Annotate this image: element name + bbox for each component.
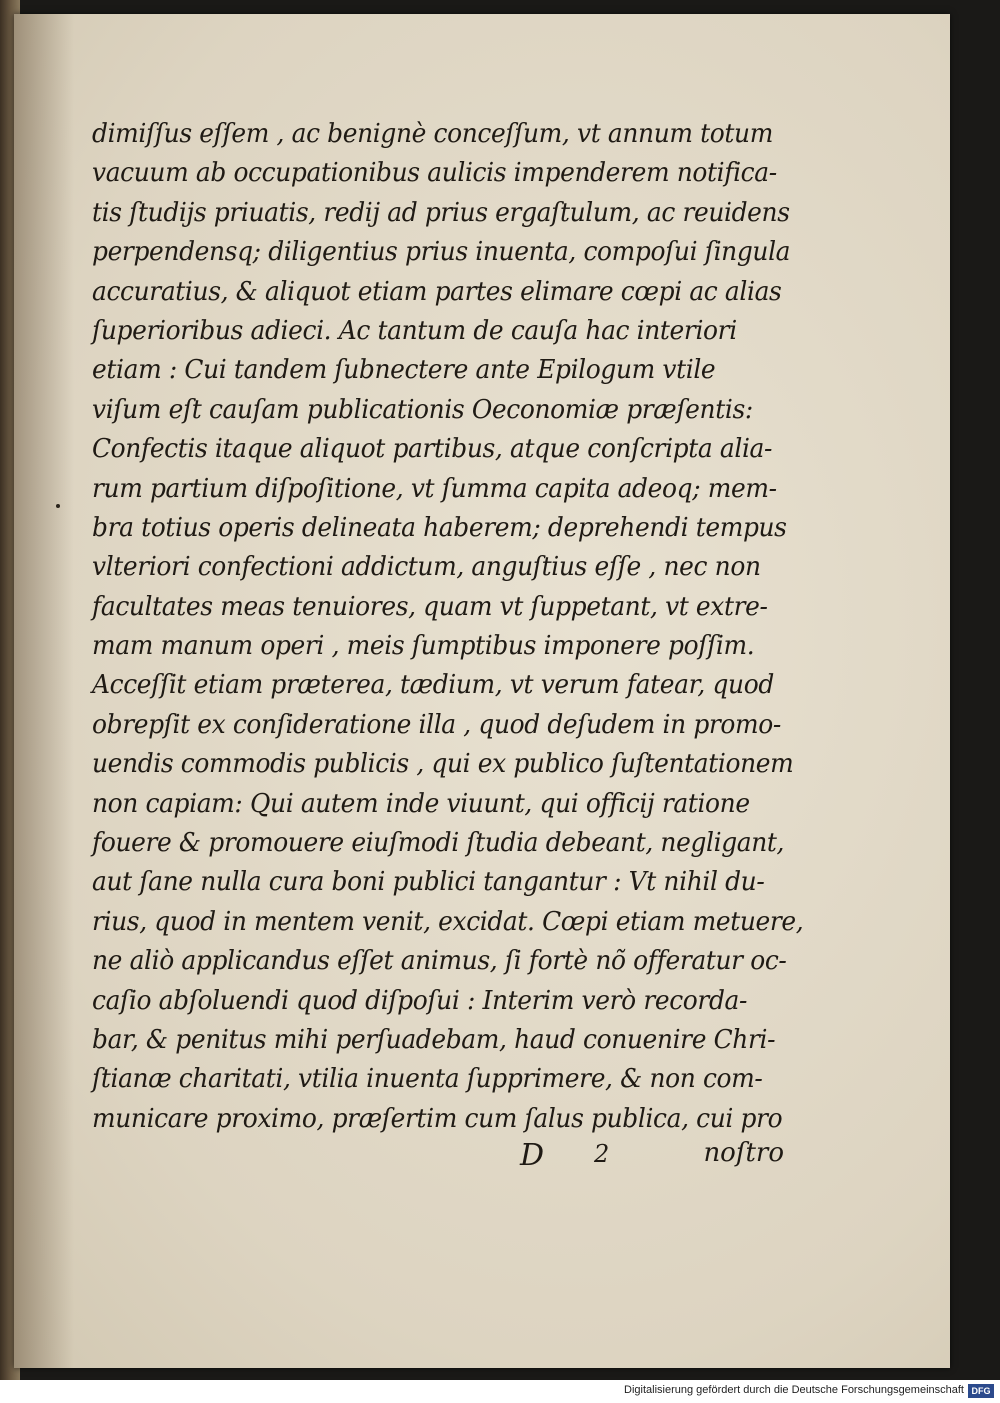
funding-credit: Digitalisierung gefördert durch die Deutsche Forschungsgemeinschaft [624,1384,964,1396]
signature-mark: D [520,1138,545,1173]
text-line: rius, quod in mentem venit, excidat. Cœpi etiam metuere, [92,905,804,937]
text-line: ne aliò applicandus eſſet animus, ſi fortè nõ offeratur oc- [92,945,787,977]
text-line: ſtianæ charitati, vtilia inuenta ſupprimere, & non com- [92,1063,763,1095]
text-line: uendis commodis publicis , qui ex publico ſuſtentationem [92,748,794,780]
text-line: facultates meas tenuiores, quam vt ſuppetant, vt extre- [92,590,768,622]
text-line: perpendensq; diligentius prius inuenta, compoſui ſingula [92,236,791,268]
text-line: bra totius operis delineata haberem; deprehendi tempus [92,511,787,543]
text-line: vacuum ab occupationibus aulicis impenderem notifica- [92,157,777,189]
book-page [14,14,950,1368]
credit-bar [0,1380,1000,1403]
text-line: municare proximo, præſertim cum ſalus publica, cui pro [92,1102,783,1134]
body-text [92,114,804,1138]
gutter-shadow [14,14,74,1368]
text-line: obrepſit ex conſideratione illa , quod deſudem in promo- [92,708,781,740]
text-line: bar, & penitus mihi perſuadebam, haud conuenire Chri- [92,1023,776,1055]
text-line: etiam : Cui tandem ſubnectere ante Epilogum vtile [92,354,716,386]
text-line: ſuperioribus adieci. Ac tantum de cauſa hac interiori [92,314,737,346]
dfg-logo-icon[interactable]: DFG [968,1384,994,1398]
text-line: Confectis itaque aliquot partibus, atque conſcripta alia- [92,433,773,465]
page-footer [92,1138,792,1178]
text-line: accuratius, & aliquot etiam partes elimare cœpi ac alias [92,275,782,307]
margin-mark [56,504,60,508]
text-line: vlteriori confectioni addictum, anguſtius eſſe , nec non [92,551,761,583]
catchword: noſtro [703,1138,784,1168]
text-line: rum partium diſpoſitione, vt ſumma capita adeoq; mem- [92,472,777,504]
text-line: aut ſane nulla cura boni publici tangantur : Vt nihil du- [92,866,765,898]
text-line: fouere & promouere eiuſmodi ſtudia debeant, negligant, [92,827,785,859]
text-line: non capiam: Qui autem inde viuunt, qui officij ratione [92,787,750,819]
text-line: tis ſtudijs priuatis, redij ad prius ergaſtulum, ac reuidens [92,196,790,228]
text-line: mam manum operi , meis ſumptibus imponere poſſim. [92,630,755,662]
page-number: 2 [594,1140,610,1168]
text-line: dimiſſus eſſem , ac benignè conceſſum, vt annum totum [92,118,773,149]
text-line: Acceſſit etiam præterea, tædium, vt verum fatear, quod [92,669,774,701]
text-line: viſum eſt cauſam publicationis Oeconomiæ præſentis: [92,393,753,425]
text-line: caſio abſoluendi quod diſpoſui : Interim verò recorda- [92,984,748,1016]
